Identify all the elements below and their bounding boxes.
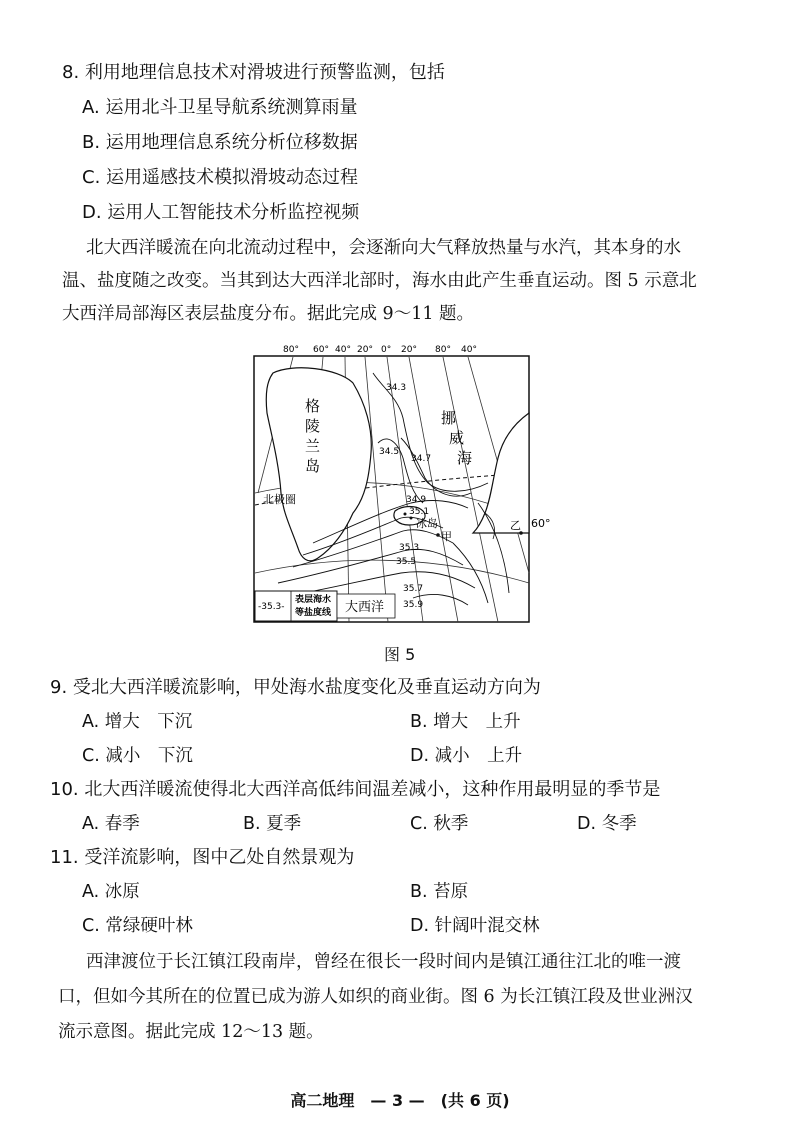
greenland-label: 陵 [305,417,321,435]
q8-option-c: C. 运用遥感技术模拟滑坡动态过程 [82,167,359,188]
q8-option-d: D. 运用人工智能技术分析监控视频 [82,202,360,223]
norwegian-sea-label: 海 [457,449,473,467]
norwegian-sea-label: 挪 [441,409,457,427]
greenland-label: 岛 [305,457,321,475]
atlantic-label: 大西洋 [345,600,385,615]
q11-option-b: B. 苔原 [410,882,469,902]
q9-option-d: D. 减小 上升 [410,746,523,766]
isoline-label: 35.1 [409,507,430,517]
page-footer: 高二地理 — 3 — (共 6 页) [290,1091,510,1110]
tick-label: 80° [283,345,299,355]
tick-label: 20° [357,345,373,355]
isoline-label: 34.9 [406,495,427,505]
passage2-line-3: 流示意图。据此完成 12～13 题。 [58,1022,324,1042]
q10-option-d: D. 冬季 [577,814,637,834]
salinity-map-figure [253,343,551,623]
isoline-label: 34.3 [386,383,407,393]
passage1-line-1: 北大西洋暖流在向北流动过程中，会逐渐向大气释放热量与水汽，其本身的水 [86,238,681,258]
greenland-label: 兰 [305,437,321,455]
passage1-line-3: 大西洋局部海区表层盐度分布。据此完成 9～11 题。 [62,304,475,324]
latitude-label: 60° [531,517,551,530]
q9-option-b: B. 增大 上升 [410,712,521,732]
q9-option-a: A. 增大 下沉 [82,712,193,732]
passage2-line-2: 口，但如今其所在的位置已成为游人如织的商业街。图 6 为长江镇江段及世业洲汉 [58,987,693,1007]
q11-option-c: C. 常绿硬叶林 [82,916,193,936]
iceland-label: 冰岛 [416,517,438,530]
q11-stem: 11. 受洋流影响，图中乙处自然景观为 [50,847,355,868]
q11-option-d: D. 针阔叶混交林 [410,916,540,936]
point-jia-label: 甲 [441,530,452,543]
passage1-line-2: 温、盐度随之改变。当其到达大西洋北部时，海水由此产生垂直运动。图 5 示意北 [62,271,697,291]
q10-option-c: C. 秋季 [410,814,469,834]
isoline-label: 35.7 [403,584,424,594]
passage2-line-1: 西津渡位于长江镇江段南岸，曾经在很长一段时间内是镇江通往江北的唯一渡 [86,952,681,972]
tick-label: 20° [401,345,417,355]
q8-option-a: A. 运用北斗卫星导航系统测算雨量 [82,97,358,118]
q9-option-c: C. 减小 下沉 [82,746,193,766]
tick-label: 0° [381,345,392,355]
tick-label: 40° [335,345,351,355]
q10-option-b: B. 夏季 [243,814,302,834]
isoline-label: 34.5 [379,447,400,457]
q8-stem: 8. 利用地理信息技术对滑坡进行预警监测，包括 [62,62,445,83]
q11-option-a: A. 冰原 [82,882,140,902]
norwegian-sea-label: 威 [449,429,465,447]
greenland-label: 格 [305,397,321,415]
q9-stem: 9. 受北大西洋暖流影响，甲处海水盐度变化及垂直运动方向为 [50,677,541,698]
point-jia-marker [436,533,440,537]
arctic-circle-label: 北极圈 [263,493,296,506]
isoline-label: 35.9 [403,600,424,610]
figure-caption: 图 5 [384,645,416,664]
legend-text: 表层海水 [295,595,332,605]
legend-text: 等盐度线 [295,608,332,618]
tick-label: 40° [461,345,477,355]
tick-label: 60° [313,345,329,355]
isoline-label: 34.7 [411,454,432,464]
q10-option-a: A. 春季 [82,814,140,834]
legend-value: -35.3- [258,602,285,612]
isoline-label: 35.5 [396,557,417,567]
point-yi-label: 乙 [510,519,521,532]
iceland-dot [404,513,407,516]
q8-option-b: B. 运用地理信息系统分析位移数据 [82,132,358,153]
isoline-label: 35.3 [399,543,420,553]
q10-stem: 10. 北大西洋暖流使得北大西洋高低纬间温差减小，这种作用最明显的季节是 [50,779,661,800]
tick-label: 80° [435,345,451,355]
